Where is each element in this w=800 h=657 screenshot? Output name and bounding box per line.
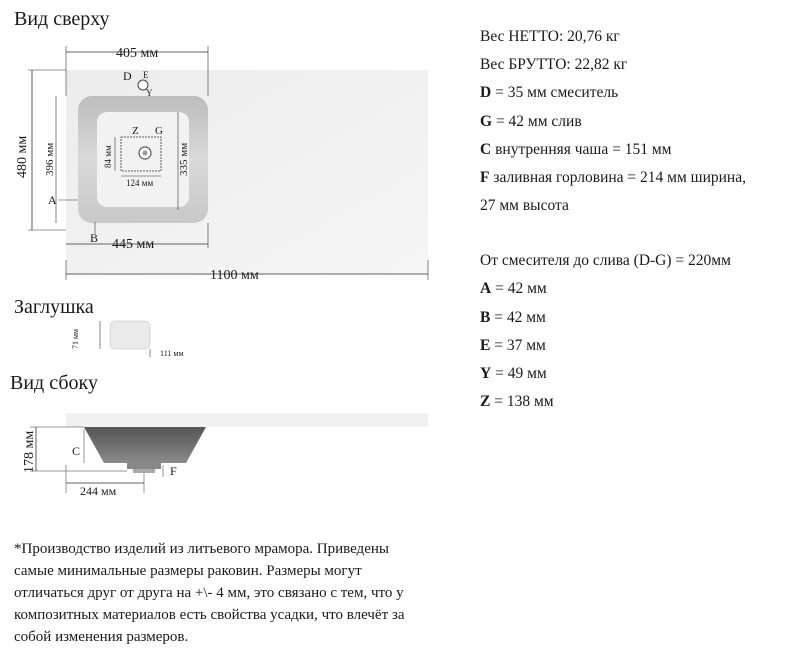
dim-84: 84 мм (103, 145, 113, 168)
dim-480: 480 мм (15, 135, 30, 178)
spec-net-weight: Вес НЕТТО: 20,76 кг (480, 28, 620, 45)
spec-f-height: 27 мм высота (480, 197, 569, 214)
footnote-line: самые минимальные размеры раковин. Размеры могут (14, 563, 362, 579)
spec-dg-distance: От смесителя до слива (D-G) = 220мм (480, 252, 731, 269)
spec-y: Y = 49 мм (480, 365, 547, 382)
spec-z: Z = 138 мм (480, 393, 554, 410)
plug-title: Заглушка (14, 296, 94, 318)
label-D: D (123, 69, 132, 83)
spec-e: E = 37 мм (480, 337, 546, 354)
dim-111: 111 мм (160, 349, 184, 358)
label-E: E (143, 70, 149, 80)
countertop-edge (66, 413, 428, 427)
dim-405: 405 мм (116, 46, 159, 61)
dim-335: 335 мм (178, 142, 190, 176)
dim-445: 445 мм (112, 237, 155, 252)
spec-d: D = 35 мм смеситель (480, 84, 619, 101)
label-B: B (90, 231, 99, 245)
label-C: C (72, 444, 81, 458)
spec-b: B = 42 мм (480, 309, 546, 326)
dim-124: 124 мм (126, 178, 154, 188)
top-view-title: Вид сверху (14, 8, 110, 30)
bowl-side (84, 427, 206, 463)
spec-c: C внутренняя чаша = 151 мм (480, 141, 672, 158)
drain-neck (127, 463, 161, 469)
dim-244: 244 мм (80, 484, 117, 498)
plug-shape (110, 321, 150, 349)
side-view-drawing (0, 405, 440, 500)
dim-71: 71 мм (71, 328, 80, 349)
top-view-drawing (0, 0, 460, 290)
spec-g: G = 42 мм слив (480, 113, 582, 130)
spec-f: F заливная горловина = 214 мм ширина, (480, 169, 746, 186)
dim-178: 178 мм (22, 430, 37, 473)
label-F: F (170, 464, 177, 478)
spec-a: A = 42 мм (480, 280, 547, 297)
footnote-line: *Производство изделий из литьевого мрамора. Приведены (14, 541, 389, 557)
plug-drawing (60, 315, 200, 365)
footnote-line: композитных материалов есть свойства усадки, что влечёт за (14, 607, 405, 623)
footnote (14, 538, 454, 648)
label-A: A (48, 193, 57, 207)
footnote-line: собой изменения размеров. (14, 629, 189, 645)
dim-1100: 1100 мм (210, 268, 259, 283)
dim-396: 396 мм (44, 142, 56, 176)
side-view-title: Вид сбоку (10, 372, 98, 394)
footnote-line: отличаться друг от друга на +\- 4 мм, это связано с тем, что у (14, 585, 404, 601)
label-Z: Z (132, 125, 139, 137)
label-G: G (155, 125, 163, 137)
label-Y: Y (146, 88, 153, 98)
spec-gross-weight: Вес БРУТТО: 22,82 кг (480, 56, 628, 73)
